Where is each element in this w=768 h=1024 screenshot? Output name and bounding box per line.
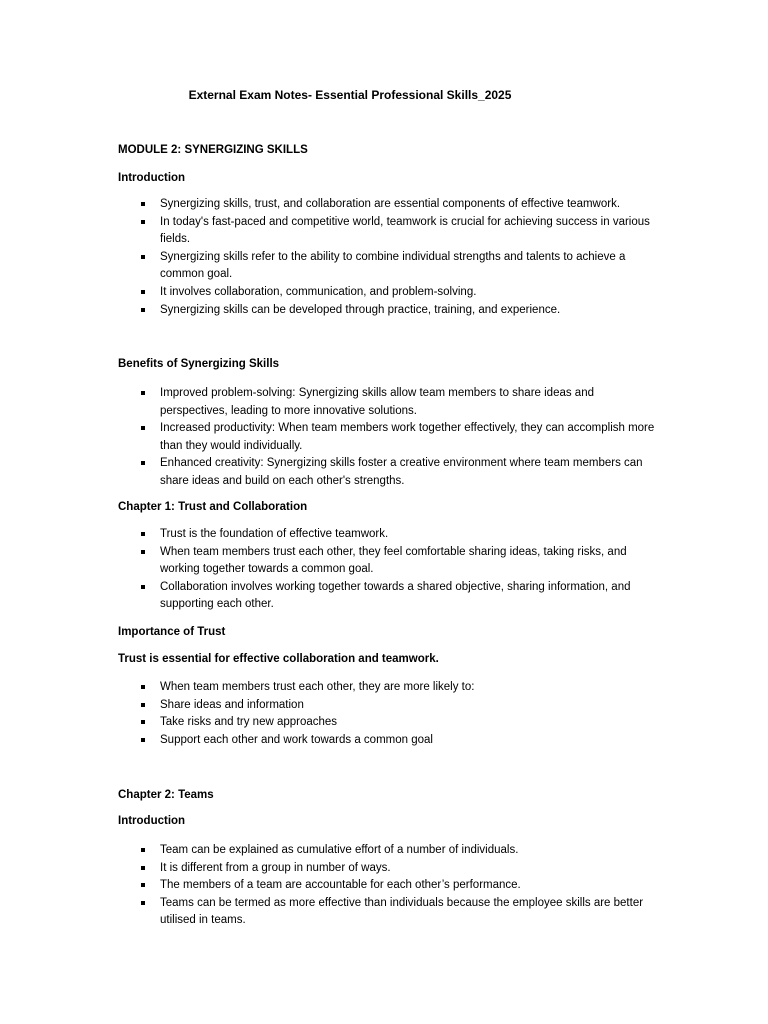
list-item: In today's fast-paced and competitive world, teamwork is crucial for achieving success in various fields. xyxy=(118,214,658,249)
list-item: Synergizing skills can be developed through practice, training, and experience. xyxy=(118,302,658,320)
list-item: Synergizing skills, trust, and collaboration are essential components of effective teamwork. xyxy=(118,196,658,214)
list-item: Support each other and work towards a common goal xyxy=(118,732,658,750)
chapter1-list xyxy=(118,526,658,614)
list-item: It is different from a group in number of ways. xyxy=(118,860,658,878)
list-item: Take risks and try new approaches xyxy=(118,714,658,732)
importance-heading: Importance of Trust xyxy=(118,626,226,638)
list-item: Trust is the foundation of effective teamwork. xyxy=(118,526,658,544)
list-item: It involves collaboration, communication, and problem-solving. xyxy=(118,284,658,302)
chapter1-heading: Chapter 1: Trust and Collaboration xyxy=(118,501,308,513)
list-item: Enhanced creativity: Synergizing skills foster a creative environment where team members can share ideas and build on each other's strengths. xyxy=(118,455,658,490)
list-item: Collaboration involves working together towards a shared objective, sharing information, and supporting each other. xyxy=(118,579,658,614)
module-heading: MODULE 2: SYNERGIZING SKILLS xyxy=(118,144,308,156)
chapter2-list xyxy=(118,842,658,930)
benefits-heading: Benefits of Synergizing Skills xyxy=(118,358,280,370)
list-item: The members of a team are accountable for each other’s performance. xyxy=(118,877,658,895)
benefits-list xyxy=(118,385,658,491)
introduction-list xyxy=(118,196,658,319)
list-item: When team members trust each other, they are more likely to: xyxy=(118,679,658,697)
list-item: Improved problem-solving: Synergizing skills allow team members to share ideas and perspectives, leading to more innovative solutions. xyxy=(118,385,658,420)
list-item: Teams can be termed as more effective than individuals because the employee skills are better utilised in teams. xyxy=(118,895,658,930)
list-item: Synergizing skills refer to the ability to combine individual strengths and talents to achieve a common goal. xyxy=(118,249,658,284)
list-item: When team members trust each other, they feel comfortable sharing ideas, taking risks, and working together towards a common goal. xyxy=(118,544,658,579)
importance-list xyxy=(118,679,658,749)
chapter2-heading: Chapter 2: Teams xyxy=(118,789,214,801)
list-item: Team can be explained as cumulative effort of a number of individuals. xyxy=(118,842,658,860)
importance-statement: Trust is essential for effective collaboration and teamwork. xyxy=(118,653,439,665)
list-item: Share ideas and information xyxy=(118,697,658,715)
list-item: Increased productivity: When team members work together effectively, they can accomplish more than they would individually. xyxy=(118,420,658,455)
chapter2-introduction-heading: Introduction xyxy=(118,815,186,827)
introduction-heading: Introduction xyxy=(118,172,186,184)
document-title: External Exam Notes- Essential Professional Skills_2025 xyxy=(188,88,512,102)
